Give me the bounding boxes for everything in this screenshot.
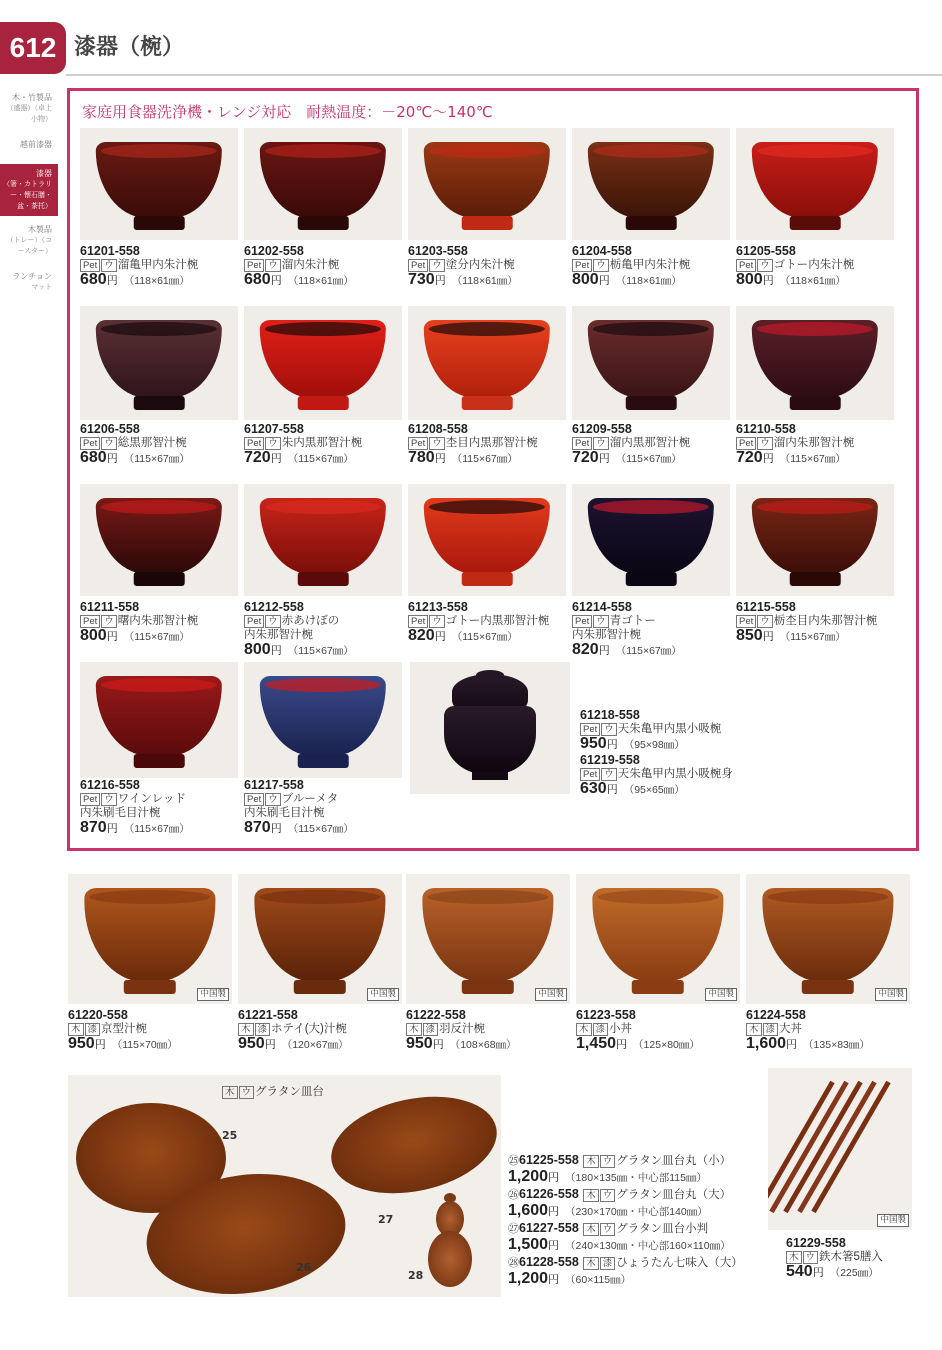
material-tag: ウ <box>757 615 773 628</box>
product-price: 780 <box>408 449 435 466</box>
product-name-line2: 内朱刷毛目汁椀 <box>244 807 325 819</box>
product-size: （108×68㎜） <box>449 1039 517 1051</box>
product-info: 61204-558 Pet ウ 栃亀甲内朱汁椀 800円 （118×61㎜） <box>572 244 691 288</box>
product-photo[interactable] <box>408 484 566 596</box>
bowl-foot <box>134 396 185 410</box>
product-code: 61210-558 <box>736 422 796 436</box>
product-code: 61208-558 <box>408 422 468 436</box>
product-size: （115×67㎜） <box>779 631 846 643</box>
product-name: ゴトー内朱汁椀 <box>773 259 855 271</box>
product-name: 小丼 <box>609 1023 633 1035</box>
material-tag: 木 <box>583 1155 599 1168</box>
product-size: （118×61㎜） <box>287 275 354 287</box>
product-name: 塗分内朱汁椀 <box>445 259 515 271</box>
material-tag: 木 <box>583 1223 599 1236</box>
material-tag: ウ <box>593 615 609 628</box>
product-photo[interactable] <box>576 874 740 1004</box>
product-price: 680 <box>244 271 271 288</box>
product-price: 1,600 <box>746 1035 787 1052</box>
bowl-shape <box>752 320 878 398</box>
product-code: 61202-558 <box>244 244 304 258</box>
product-price: 1,200 <box>508 1168 549 1185</box>
product-name: 鉄木箸5膳入 <box>819 1251 883 1263</box>
plate-number: 25 <box>222 1129 238 1142</box>
bowl-shape <box>96 498 222 574</box>
product-price: 680 <box>80 449 107 466</box>
bowl-foot <box>124 980 176 994</box>
material-tag: 木 <box>583 1257 599 1270</box>
product-photo[interactable] <box>736 128 894 240</box>
product-code: 61228-558 <box>519 1255 579 1269</box>
bowl-foot <box>298 572 349 586</box>
product-price: 850 <box>736 627 763 644</box>
bowl-shape <box>588 320 714 398</box>
material-tag: Pet <box>580 768 600 781</box>
product-name: 栃杢目内朱那智汁椀 <box>773 615 878 627</box>
bowl-shape <box>96 676 222 756</box>
bowl-foot <box>626 572 677 586</box>
origin-badge: 中国製 <box>705 988 737 1001</box>
material-tag: Pet <box>80 793 100 806</box>
bowl-foot <box>790 216 841 230</box>
product-photo[interactable] <box>244 484 402 596</box>
material-tag: Pet <box>244 615 264 628</box>
product-price: 870 <box>80 819 107 836</box>
product-name: ワインレッド <box>117 793 187 805</box>
origin-badge: 中国製 <box>875 988 907 1001</box>
product-name: 溜亀甲内朱汁椀 <box>117 259 199 271</box>
bowl-shape <box>592 888 723 982</box>
side-nav-luncheon-mat[interactable]: ランチョン マット <box>12 272 52 291</box>
product-name: グラタン皿台丸（小） <box>616 1155 732 1167</box>
bowl-foot <box>632 980 684 994</box>
product-info: 61202-558 Pet ウ 溜内朱汁椀 680円 （118×61㎜） <box>244 244 354 288</box>
gratin-list-item: ㉗61227-558 木 ウ グラタン皿台小判 1,500円 （240×130㎜・中心部160×110㎜） <box>508 1221 731 1253</box>
product-photo-chopsticks[interactable] <box>768 1068 912 1230</box>
product-info: 61214-558 Pet ウ 青ゴトー 内朱那智汁椀 820円 （115×67㎜） <box>572 600 682 658</box>
product-name: 栃亀甲内朱汁椀 <box>609 259 691 271</box>
product-photo[interactable] <box>572 306 730 420</box>
product-price: 950 <box>406 1035 433 1052</box>
material-tag: ウ <box>600 1155 616 1168</box>
product-size: （115×67㎜） <box>451 631 518 643</box>
bowl-foot <box>298 396 349 410</box>
product-price: 1,450 <box>576 1035 617 1052</box>
bowl-shape <box>762 888 893 982</box>
product-code: 61204-558 <box>572 244 632 258</box>
product-photo[interactable] <box>736 484 894 596</box>
product-code: 61212-558 <box>244 600 304 614</box>
product-price: 820 <box>572 641 599 658</box>
material-tag: Pet <box>580 723 600 736</box>
material-tag: ウ <box>600 1189 616 1202</box>
product-size: （120×67㎜） <box>281 1039 349 1051</box>
material-tag: ウ <box>601 768 617 781</box>
product-photo[interactable] <box>80 484 238 596</box>
section-header: 家庭用食器洗浄機・レンジ対応 耐熱温度：－20℃～140℃ <box>82 103 493 121</box>
product-price: 950 <box>68 1035 95 1052</box>
product-photo-lidded-bowl[interactable] <box>410 662 570 794</box>
side-nav <box>0 92 58 307</box>
bowl-foot <box>790 396 841 410</box>
product-price: 870 <box>244 819 271 836</box>
product-price: 950 <box>238 1035 265 1052</box>
product-size: （118×61㎜） <box>451 275 518 287</box>
product-size: （115×67㎜） <box>123 823 190 835</box>
product-code: 61219-558 <box>580 753 640 767</box>
product-info: 61207-558 Pet ウ 朱内黒那智汁椀 720円 （115×67㎜） <box>244 422 363 466</box>
product-photo[interactable] <box>572 484 730 596</box>
lidded-bowl-info: 61218-558 Pet ウ 天朱亀甲内黒小吸椀 950円 （95×98㎜） 61219-558 Pet ウ 天朱亀甲内黒小吸椀身 630円 （95×65㎜） <box>580 708 733 797</box>
product-photo-gratin-plates[interactable] <box>68 1075 501 1297</box>
product-price: 800 <box>80 627 107 644</box>
product-photo[interactable] <box>244 306 402 420</box>
gourd-shichimi <box>428 1193 472 1289</box>
bowl-foot <box>462 980 514 994</box>
product-price: 800 <box>736 271 763 288</box>
product-name-line2: 内朱那智汁椀 <box>244 629 313 641</box>
product-code: 61216-558 <box>80 778 140 792</box>
page-number: 612 <box>0 22 66 74</box>
product-code: 61211-558 <box>80 600 140 614</box>
origin-badge: 中国製 <box>877 1214 909 1227</box>
product-photo[interactable] <box>80 662 238 778</box>
material-tag: Pet <box>408 259 428 272</box>
chopsticks-info: 61229-558 木 ウ 鉄木箸5膳入 540円 （225㎜） <box>786 1236 883 1280</box>
bowl-shape <box>588 498 714 574</box>
material-tag: Pet <box>572 437 592 450</box>
material-tag: ウ <box>101 793 117 806</box>
product-price: 1,600 <box>508 1202 549 1219</box>
product-size: （95×98㎜） <box>623 739 685 751</box>
product-size: （115×67㎜） <box>779 453 846 465</box>
product-photo[interactable] <box>408 306 566 420</box>
product-size: （118×61㎜） <box>123 275 190 287</box>
bowl-foot <box>298 754 349 768</box>
bowl-foot <box>462 396 513 410</box>
product-size: （115×67㎜） <box>615 645 682 657</box>
bowl-shape <box>96 320 222 398</box>
product-name: ゴトー内黒那智汁椀 <box>445 615 550 627</box>
material-tag: Pet <box>244 793 264 806</box>
product-photo[interactable] <box>406 874 570 1004</box>
product-name: 京型汁椀 <box>101 1023 148 1035</box>
product-info: 61221-558 木 漆 ホテイ(大)汁椀 950円 （120×67㎜） <box>238 1008 349 1052</box>
bowl-shape <box>260 676 386 756</box>
product-code: 61225-558 <box>519 1153 579 1167</box>
product-info: 61208-558 Pet ウ 杢目内黒那智汁椀 780円 （115×67㎜） <box>408 422 538 466</box>
bowl-foot <box>626 396 677 410</box>
product-info: 61212-558 Pet ウ 赤あけぼの 内朱那智汁椀 800円 （115×67㎜） <box>244 600 354 658</box>
product-size: （135×83㎜） <box>803 1039 870 1051</box>
product-name: 朱内黒那智汁椀 <box>281 437 363 449</box>
material-tag: ウ <box>429 259 445 272</box>
material-tag: Pet <box>80 615 100 628</box>
bowl-foot <box>134 572 185 586</box>
material-tag: 木 <box>576 1023 592 1036</box>
product-info: 61210-558 Pet ウ 溜内朱那智汁椀 720円 （115×67㎜） <box>736 422 855 466</box>
product-info: 61206-558 Pet ウ 総黒那智汁椀 680円 （115×67㎜） <box>80 422 190 466</box>
product-price: 800 <box>244 641 271 658</box>
material-tag: 木 <box>583 1189 599 1202</box>
product-code: 61218-558 <box>580 708 640 722</box>
product-name: 溜内朱汁椀 <box>281 259 340 271</box>
material-tag: ウ <box>265 259 281 272</box>
product-name: 溜内黒那智汁椀 <box>609 437 691 449</box>
gratin-list-item: ㉕61225-558 木 ウ グラタン皿台丸（小） 1,200円 （180×135㎜・中心部115㎜） <box>508 1153 732 1185</box>
bowl-shape <box>96 142 222 218</box>
product-info: 61222-558 木 漆 羽反汁椀 950円 （108×68㎜） <box>406 1008 517 1052</box>
product-photo[interactable] <box>746 874 910 1004</box>
material-tag: ウ <box>265 615 281 628</box>
product-photo[interactable] <box>68 874 232 1004</box>
bowl-shape <box>254 888 385 982</box>
material-tag: ウ <box>601 723 617 736</box>
material-tag: ウ <box>600 1223 616 1236</box>
side-nav-wood-bamboo[interactable]: 木・竹製品 （盛器）（卓上小物） <box>6 93 52 123</box>
header-divider <box>66 74 942 76</box>
product-info: 61205-558 Pet ウ ゴトー内朱汁椀 800円 （118×61㎜） <box>736 244 855 288</box>
product-info: 61217-558 Pet ウ ブルーメタ 内朱刷毛目汁椀 870円 （115×67㎜） <box>244 778 354 836</box>
product-size: （95×65㎜） <box>623 784 685 796</box>
bowl-shape <box>752 498 878 574</box>
product-price: 800 <box>572 271 599 288</box>
product-photo[interactable] <box>244 128 402 240</box>
page-title: 漆器（椀） <box>74 35 185 60</box>
product-code: 61224-558 <box>746 1008 806 1022</box>
product-info: 61201-558 Pet ウ 溜亀甲内朱汁椀 680円 （118×61㎜） <box>80 244 199 288</box>
material-tag: ウ <box>593 259 609 272</box>
product-name: ブルーメタ <box>281 793 339 805</box>
plate-27 <box>322 1083 505 1208</box>
product-size: （240×130㎜・中心部160×110㎜） <box>565 1240 731 1252</box>
material-tag: 木 <box>406 1023 422 1036</box>
product-name: 天朱亀甲内黒小吸椀身 <box>617 768 733 780</box>
product-size: （115×67㎜） <box>287 645 354 657</box>
product-price: 630 <box>580 780 607 797</box>
product-code: 61220-558 <box>68 1008 128 1022</box>
product-photo[interactable] <box>736 306 894 420</box>
material-tag: ウ <box>757 437 773 450</box>
bowl-foot <box>626 216 677 230</box>
bowl-foot <box>134 754 185 768</box>
material-tag: ウ <box>101 437 117 450</box>
product-size: （115×70㎜） <box>111 1039 178 1051</box>
material-tag: ウ <box>265 437 281 450</box>
product-name: 溜内朱那智汁椀 <box>773 437 855 449</box>
product-name: グラタン皿台丸（大） <box>616 1189 732 1201</box>
bowl-shape <box>422 888 553 982</box>
side-nav-echizen[interactable]: 越前漆器 <box>20 140 52 149</box>
product-photo[interactable] <box>408 128 566 240</box>
product-code: 61226-558 <box>519 1187 579 1201</box>
product-name: 青ゴトー <box>609 615 656 627</box>
product-photo[interactable] <box>244 662 402 778</box>
product-code: 61206-558 <box>80 422 140 436</box>
bowl-shape <box>588 142 714 218</box>
material-tag: ウ <box>757 259 773 272</box>
gratin-list-item: ㉖61226-558 木 ウ グラタン皿台丸（大） 1,600円 （230×170㎜・中心部140㎜） <box>508 1187 732 1219</box>
origin-badge: 中国製 <box>367 988 399 1001</box>
material-tag: ウ <box>429 437 445 450</box>
product-name: グラタン皿台小判 <box>616 1223 709 1235</box>
plate-number: 26 <box>296 1261 312 1274</box>
product-code: 61203-558 <box>408 244 468 258</box>
product-size: （118×61㎜） <box>615 275 682 287</box>
bowl-shape <box>260 320 386 398</box>
material-tag: Pet <box>736 615 756 628</box>
product-info: 61224-558 木 漆 大丼 1,600円 （135×83㎜） <box>746 1008 870 1052</box>
product-info: 61223-558 木 漆 小丼 1,450円 （125×80㎜） <box>576 1008 700 1052</box>
product-size: （125×80㎜） <box>633 1039 700 1051</box>
product-size: （115×67㎜） <box>451 453 518 465</box>
product-code: 61207-558 <box>244 422 304 436</box>
material-tag: ウ <box>101 259 117 272</box>
product-code: 61215-558 <box>736 600 796 614</box>
material-tag: 漆 <box>600 1257 616 1270</box>
material-tag: Pet <box>244 437 264 450</box>
product-code: 61222-558 <box>406 1008 466 1022</box>
product-name: ホテイ(大)汁椀 <box>271 1023 347 1035</box>
material-tag: Pet <box>244 259 264 272</box>
product-info: 61211-558 Pet ウ 曙内朱那智汁椀 800円 （115×67㎜） <box>80 600 199 644</box>
product-name: 杢目内黒那智汁椀 <box>445 437 538 449</box>
material-tag: ウ <box>429 615 445 628</box>
product-price: 1,200 <box>508 1270 549 1287</box>
product-info: 61209-558 Pet ウ 溜内黒那智汁椀 720円 （115×67㎜） <box>572 422 691 466</box>
material-tag: ウ <box>593 437 609 450</box>
product-photo[interactable] <box>572 128 730 240</box>
bowl-shape <box>752 142 878 218</box>
material-tag: 漆 <box>423 1023 439 1036</box>
bowl-foot <box>802 980 854 994</box>
product-info: 61220-558 木 漆 京型汁椀 950円 （115×70㎜） <box>68 1008 178 1052</box>
product-name-line2: 内朱那智汁椀 <box>572 629 641 641</box>
material-tag: 木 <box>68 1023 84 1036</box>
product-size: （225㎜） <box>829 1267 879 1279</box>
product-size: （60×115㎜） <box>565 1274 632 1286</box>
product-photo[interactable] <box>238 874 402 1004</box>
product-size: （115×67㎜） <box>287 453 354 465</box>
material-tag: Pet <box>408 437 428 450</box>
material-tag: 漆 <box>255 1023 271 1036</box>
material-tag: 木 <box>238 1023 254 1036</box>
material-tag: Pet <box>736 259 756 272</box>
bowl-shape <box>424 320 550 398</box>
product-price: 950 <box>580 735 607 752</box>
product-info: 61203-558 Pet ウ 塗分内朱汁椀 730円 （118×61㎜） <box>408 244 518 288</box>
product-size: （230×170㎜・中心部140㎜） <box>565 1206 708 1218</box>
product-price: 820 <box>408 627 435 644</box>
product-code: 61217-558 <box>244 778 304 792</box>
product-price: 730 <box>408 271 435 288</box>
product-code: 61227-558 <box>519 1221 579 1235</box>
product-price: 720 <box>244 449 271 466</box>
product-name-line2: 内朱刷毛目汁椀 <box>80 807 161 819</box>
bowl-foot <box>790 572 841 586</box>
bowl-foot <box>462 572 513 586</box>
product-name: 羽反汁椀 <box>439 1023 486 1035</box>
bowl-foot <box>462 216 513 230</box>
material-tag: 木 <box>786 1251 802 1264</box>
product-info: 61215-558 Pet ウ 栃杢目内朱那智汁椀 850円 （115×67㎜） <box>736 600 878 644</box>
product-code: 61221-558 <box>238 1008 298 1022</box>
bowl-foot <box>134 216 185 230</box>
product-size: （115×67㎜） <box>123 631 190 643</box>
bowl-shape <box>424 142 550 218</box>
product-code: 61201-558 <box>80 244 140 258</box>
side-nav-lacquerware[interactable]: 漆器 （箸・カトラリー・懐石膳・盆・茶托） <box>0 164 58 216</box>
bowl-foot <box>294 980 346 994</box>
plate-number: 28 <box>408 1269 424 1282</box>
material-tag: Pet <box>80 437 100 450</box>
origin-badge: 中国製 <box>535 988 567 1001</box>
material-tag: Pet <box>408 615 428 628</box>
product-size: （115×67㎜） <box>123 453 190 465</box>
material-tag: Pet <box>572 259 592 272</box>
product-price: 1,500 <box>508 1236 549 1253</box>
product-name: 大丼 <box>779 1023 803 1035</box>
product-name: 赤あけぼの <box>281 615 340 627</box>
product-code: 61205-558 <box>736 244 796 258</box>
product-price: 720 <box>736 449 763 466</box>
plate-number: 27 <box>378 1213 394 1226</box>
product-code: 61209-558 <box>572 422 632 436</box>
bowl-shape <box>260 498 386 574</box>
gratin-label: 木 ウ グラタン皿台 <box>222 1083 324 1099</box>
product-name: ひょうたん七味入（大） <box>616 1257 743 1269</box>
material-tag: 漆 <box>763 1023 779 1036</box>
product-code: 61214-558 <box>572 600 632 614</box>
material-tag: ウ <box>101 615 117 628</box>
product-name: 天朱亀甲内黒小吸椀 <box>617 723 722 735</box>
product-photo[interactable] <box>80 306 238 420</box>
bowl-shape <box>424 498 550 574</box>
material-tag: Pet <box>736 437 756 450</box>
material-tag: Pet <box>80 259 100 272</box>
product-size: （180×135㎜・中心部115㎜） <box>565 1172 707 1184</box>
product-info: 61213-558 Pet ウ ゴトー内黒那智汁椀 820円 （115×67㎜） <box>408 600 550 644</box>
product-size: （115×67㎜） <box>615 453 682 465</box>
product-price: 540 <box>786 1263 813 1280</box>
product-code: 61223-558 <box>576 1008 636 1022</box>
material-tag: 漆 <box>85 1023 101 1036</box>
product-price: 680 <box>80 271 107 288</box>
product-code: 61213-558 <box>408 600 468 614</box>
gratin-list <box>508 1152 743 1288</box>
bowl-shape <box>84 888 215 982</box>
product-code: 61229-558 <box>786 1236 846 1250</box>
product-name: 曙内朱那智汁椀 <box>117 615 199 627</box>
side-nav-wood-products[interactable]: 木製品 （トレー）（コースター） <box>6 225 52 255</box>
product-size: （115×67㎜） <box>287 823 354 835</box>
gratin-list-item: ㉘61228-558 木 漆 ひょうたん七味入（大） 1,200円 （60×115㎜） <box>508 1255 743 1287</box>
material-tag: ウ <box>265 793 281 806</box>
product-name: 総黒那智汁椀 <box>117 437 187 449</box>
bowl-foot <box>298 216 349 230</box>
bowl-shape <box>260 142 386 218</box>
product-photo[interactable] <box>80 128 238 240</box>
product-info: 61216-558 Pet ウ ワインレッド 内朱刷毛目汁椀 870円 （115×67㎜） <box>80 778 190 836</box>
origin-badge: 中国製 <box>197 988 229 1001</box>
material-tag: 木 <box>746 1023 762 1036</box>
product-size: （118×61㎜） <box>779 275 846 287</box>
material-tag: Pet <box>572 615 592 628</box>
material-tag: 漆 <box>593 1023 609 1036</box>
product-price: 720 <box>572 449 599 466</box>
material-tag: ウ <box>803 1251 819 1264</box>
